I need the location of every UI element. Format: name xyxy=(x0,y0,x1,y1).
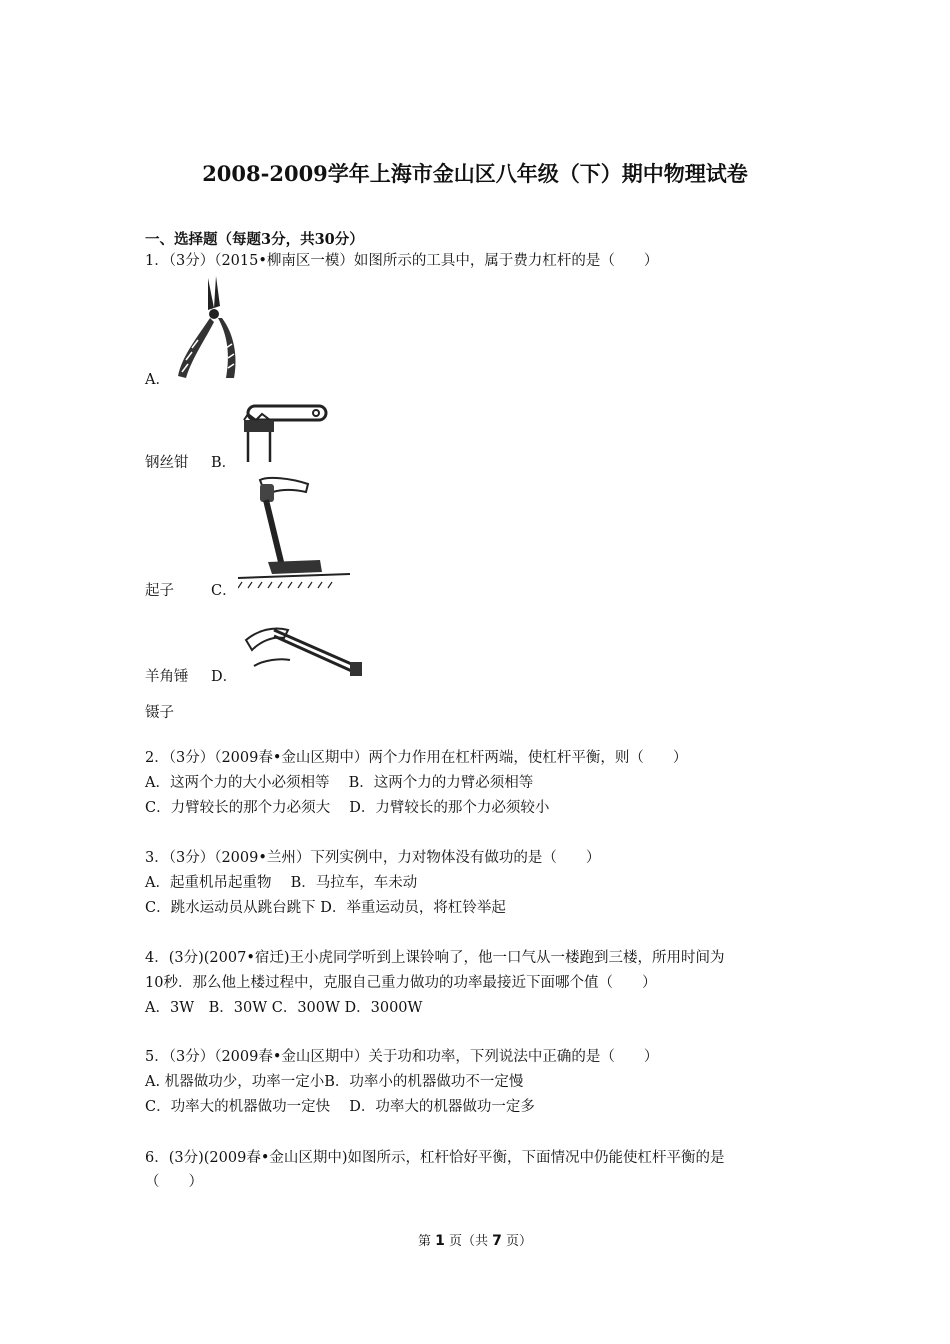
question-2-options-2: C．力臂较长的那个力必须大 D．力臂较长的那个力必须较小 xyxy=(145,800,550,816)
page-footer xyxy=(0,1230,950,1249)
bottle-opener-figure xyxy=(238,400,333,466)
question-2-options-1: A．这两个力的大小必须相等 B．这两个力的力臂必须相等 xyxy=(145,775,534,791)
question-5-stem: 5．（3分）（2009春•金山区期中）关于功和功率，下列说法中正确的是（ ） xyxy=(145,1049,659,1065)
claw-hammer-figure xyxy=(238,474,350,592)
question-3-stem: 3．（3分）（2009•兰州）下列实例中，力对物体没有做功的是（ ） xyxy=(145,850,601,866)
footer-post: 页） xyxy=(506,1234,533,1249)
q1-option-a-label: A． xyxy=(145,372,170,388)
question-5-options-2: C．功率大的机器做功一定快 D．功率大的机器做功一定多 xyxy=(145,1099,535,1115)
q1-option-d-label: D． xyxy=(211,669,238,685)
question-4-stem-1: 4．(3分)(2007•宿迁)王小虎同学听到上课铃响了，他一口气从一楼跑到三楼，所用时间为 xyxy=(145,950,725,966)
question-2-stem: 2．（3分）（2009春•金山区期中）两个力作用在杠杆两端，使杠杆平衡，则（ ） xyxy=(145,750,688,766)
footer-page-number: 1 xyxy=(435,1233,445,1249)
q1-name-c: 羊角锤 xyxy=(145,669,189,685)
question-5-options-1: A. 机器做功少，功率一定小B．功率小的机器做功不一定慢 xyxy=(145,1074,524,1090)
question-3-options-1: A．起重机吊起重物 B．马拉车，车未动 xyxy=(145,875,418,891)
tweezers-figure xyxy=(244,620,369,682)
question-6-stem-2: （ ） xyxy=(145,1174,203,1190)
section-heading: 一、选择题（每题3分，共30分） xyxy=(145,231,364,248)
question-4-options: A．3W B．30W C．300W D．3000W xyxy=(145,1000,423,1016)
q1-name-b: 起子 xyxy=(145,583,174,599)
pliers-figure xyxy=(168,272,240,384)
question-1-stem: 1．（3分）（2015•柳南区一模）如图所示的工具中，属于费力杠杆的是（ ） xyxy=(145,253,659,269)
q1-option-c-label: C． xyxy=(211,583,237,599)
footer-total-pages: 7 xyxy=(492,1233,502,1249)
footer-mid: 页（共 xyxy=(448,1234,488,1249)
question-3-options-2: C．跳水运动员从跳台跳下 D．举重运动员，将杠铃举起 xyxy=(145,900,506,916)
question-6-stem-1: 6．(3分)(2009春•金山区期中)如图所示，杠杆恰好平衡，下面情况中仍能使杠杆平衡的是 xyxy=(145,1150,725,1166)
question-4-stem-2: 10秒．那么他上楼过程中，克服自己重力做功的功率最接近下面哪个值（ ） xyxy=(145,975,657,991)
q1-name-a: 钢丝钳 xyxy=(145,455,189,471)
footer-pre: 第 xyxy=(417,1234,431,1249)
page-title: 2008-2009学年上海市金山区八年级（下）期中物理试卷 xyxy=(202,161,748,186)
q1-name-d: 镊子 xyxy=(145,705,174,721)
q1-option-b-label: B． xyxy=(211,455,237,471)
